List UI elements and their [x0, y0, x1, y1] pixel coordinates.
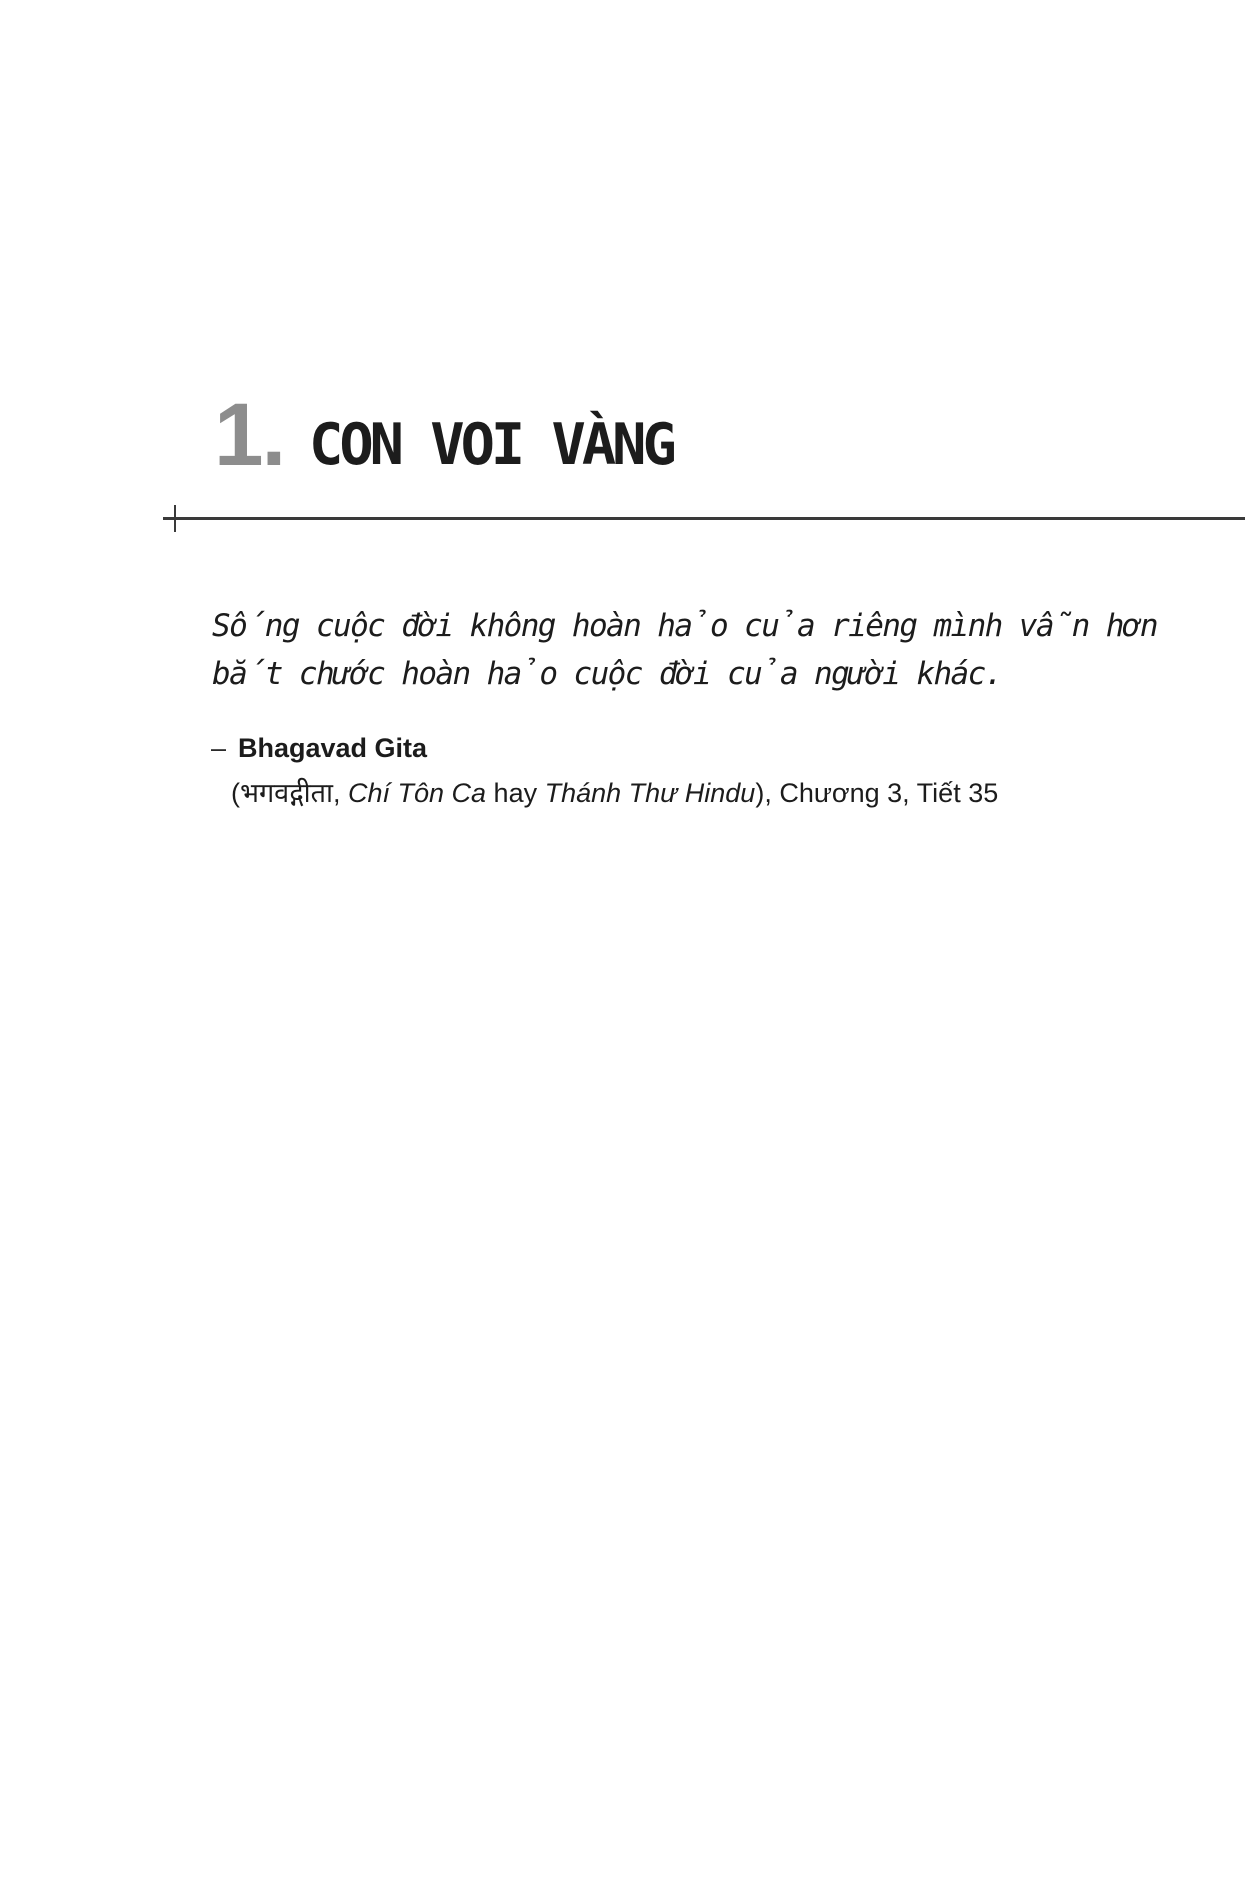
attribution-author-row	[211, 726, 998, 771]
chapter-number: 1.	[214, 384, 285, 484]
chapter-title: CON VOI VÀNG	[309, 412, 673, 478]
source-connector: hay	[486, 778, 545, 808]
epigraph-quote	[212, 602, 1157, 698]
source-open-paren: (	[231, 778, 240, 808]
source-chapter-verse: ), Chương 3, Tiết 35	[755, 778, 999, 808]
attribution-dash: –	[211, 733, 227, 763]
heading-rule-tick	[174, 505, 176, 532]
attribution-author: Bhagavad Gita	[238, 733, 428, 763]
source-title-alternate: Thánh Thư Hindu	[544, 778, 756, 808]
epigraph-attribution	[211, 726, 998, 816]
source-comma: ,	[332, 778, 348, 808]
epigraph-quote-line-2: bắt chước hoàn hảo cuộc đời của người khác.	[212, 656, 1002, 692]
heading-rule	[163, 517, 1245, 520]
epigraph-quote-line-1: Sống cuộc đời không hoàn hảo của riêng mình vẫn hơn	[212, 608, 1157, 644]
source-devanagari-title: भगवद्गीता	[240, 778, 333, 808]
attribution-source-row	[231, 771, 998, 816]
source-title-vietnamese: Chí Tôn Ca	[347, 778, 487, 808]
